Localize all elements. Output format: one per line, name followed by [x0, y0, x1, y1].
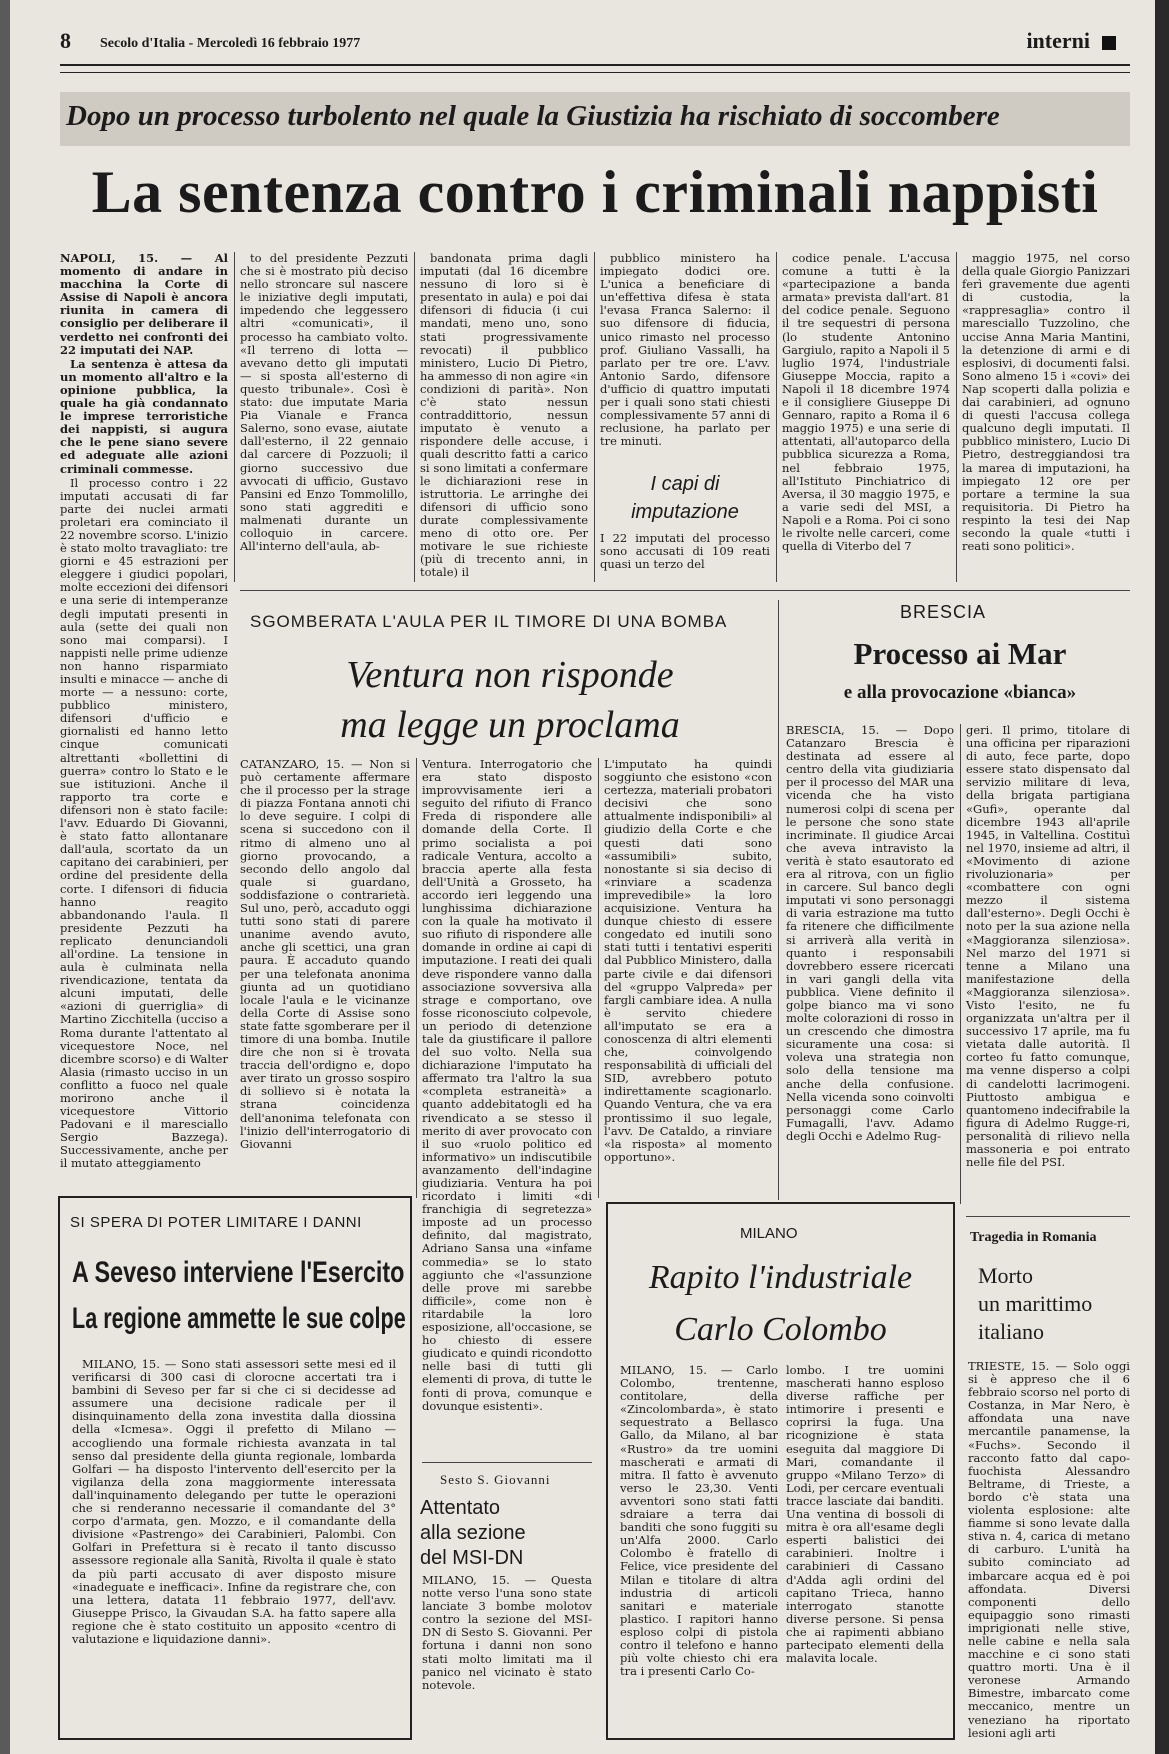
- main-col-1-text: Il processo contro i 22 imputati accusati di far parte dei nuclei armati proletari era cominciato il 22 novembre scorso. L'inizio è stato molto travagliato: tre giorni e 45 estrazioni per eleggere i giudici popolari, molte eccezioni dei difensori e una serie di intemperanze degli imputati presenti in aula (sette dei quali non sono mai comparsi). I nappisti nelle prime udienze non hanno risparmiato insulti e minacce — anche di morte — a nessuno: corte, pubblico ministero, difensori d'ufficio e giornalisti ed hanno letto cinque comunicati altrettanti «bollettini di guerra» contro lo Stato e le sue istituzioni. Anche il rapporto tra corte e difensori non è stato facile: l'avv. Eduardo Di Giovanni, è stato fatto allontanare dall'aula, scortato da un capitano dei carabinieri, per ordine del presidente della corte. I difensori di fiducia hanno reagito abbandonando l'aula. Il presidente Pezzuti ha replicato denunciandoli all'ordine. La tensione in aula è culminata nella rivendicazione, tentata da alcuni imputati, delle «azioni di guerriglia» di Martino Zicchitella (ucciso a Roma durante l'attentato al vicequestore Noce, nel dicembre scorso) e di Walter Alasia (rimasto ucciso in un conflitto a fuoco nel quale morirono anche il vicequestore Vittorio Padovani e il maresciallo Sergio Bazzega). Successivamente, anche per il mutato atteggiamento: [60, 475, 228, 1171]
- romania-title-line-2: un marittimo: [978, 1291, 1093, 1316]
- main-col-4: [600, 252, 770, 452]
- col-divider: [594, 252, 595, 582]
- colombo-col-2-text: lombo. I tre uomini mascherati hanno esploso diverse raffiche per intimorire i presenti e coprirsi la fuga. Una ricognizione è stata eseguita dal maggiore Di Mari, comandante il gruppo «Milano Terzo» di Lodi, per cercare eventuali tracce lasciate dai banditi. Una ventina di bossoli di mitra è ora all'esame degli esperti balistici dei carabinieri. Inoltre i carabinieri di Cassano d'Adda agli ordini del capitano Trieca, hanno interrogato stanotte diverse persone. Si pensa che ai rapimenti abbiano partecipato elementi della malavita locale.: [786, 1363, 944, 1666]
- seveso-body-text: MILANO, 15. — Sono stati assessori sette mesi ed il verificarsi di 300 casi di clorocne accertati tra i bambini di Seveso per far si che ci si decidesse ad assumere una decisione radicale per il disinquinamento della zona investita dalla diossina della «Icmesa». Oggi il prefetto di Milano — accogliendo una formale richiesta avanzata in tal senso dal presidente della giunta regionale, lombarda Golfari — ha disposto l'intervento dell'esercito per la vigilanza della zona maggiormente interessata dall'inquinamento delegando per tutte le operazioni che si renderanno necessarie il comandante del 3° corpo d'armata, gen. Mozzo, e il comandante della divisione «Pastrengo» dei Carabinieri, Palombi. Con Golfari in Prefettura si è recato il tanto discusso assessore regionale alla Sanità, Rivolta il quale è stato da più parti accusato di aver disposto misure «inadeguate e inefficaci». Infine da registrare che, con una lettera, datata 11 febbraio 1977, dell'avv. Giuseppe Prisco, la Givaudan S.A. ha fatto sapere alla regione che è stato costituito un apposito «centro di valutazione e liquidazione danni».: [72, 1357, 396, 1646]
- ventura-col-3: [604, 758, 772, 1208]
- colombo-kicker: MILANO: [740, 1225, 798, 1242]
- section-square-icon: [1102, 36, 1116, 50]
- romania-title-line-1: Morto: [978, 1263, 1033, 1288]
- col-divider: [776, 252, 777, 582]
- brescia-col-1: [786, 724, 954, 1204]
- main-col-2: [240, 252, 408, 572]
- col-divider: [414, 252, 415, 582]
- colombo-title: [608, 1252, 953, 1356]
- colombo-col-2: [786, 1364, 944, 1728]
- colombo-title-line-1: Rapito l'industriale: [648, 1259, 913, 1296]
- main-col-3-text: bandonata prima dagli imputati (dal 16 dicembre nessuno di loro si è presentato in aula) e poi dai difensori di fiducia (i cui mandati, meno uno, sono stati progressivamente revocati) il pubblico ministero, Lucio Di Pietro, ha ammesso di non agire «in condizioni di parità». Non c'è stato nessun contraddittorio, nessun imputato è venuto a rispondere delle accuse, i quali descritto fatti a carico si sono limitati a confermare le dichiarazioni rese in istruttoria. Le arringhe dei difensori di ufficio sono durate complessivamente meno di otto ore. Per motivare le sue richieste (più di trecento anni, in totale) il: [420, 251, 588, 580]
- romania-title-line-3: italiano: [978, 1319, 1044, 1344]
- main-col-6: [962, 252, 1130, 572]
- main-col-5-text: codice penale. L'accusa comune a tutti è la «partecipazione a banda armata» prevista dall'art. 81 del codice penale. Seguono il tre sequestri di persona (lo studente Antonino Gargiulo, rapito a Napoli il 5 luglio 1974, l'industriale Giuseppe Moccia, rapito a Napoli il 18 dicembre 1974 e il consigliere Giuseppe Di Gennaro, rapito a Roma il 6 maggio 1975) e una serie di attentati, all'autoparco della pubblica sicurezza a Roma, nel febbraio 1975, all'Istituto Pinchiatrico di Aversa, il 30 maggio 1975, e a varie sedi del MSI, a Napoli e a Roma. Poi ci sono le rivolte nelle carceri, come quella di Viterbo del 7: [782, 251, 950, 554]
- section-label: interni: [1026, 28, 1090, 53]
- brescia-subtitle: e alla provocazione «bianca»: [843, 682, 1077, 703]
- colombo-col-1: [620, 1364, 778, 1728]
- main-kicker: Dopo un processo turbolento nel quale la Giustizia ha rischiato di soccombere: [66, 100, 1000, 132]
- sesto-title-line-3: del MSI-DN: [420, 1547, 524, 1569]
- section-separator: [240, 590, 1130, 591]
- page-right-edge: [1155, 0, 1169, 1754]
- sesto-body-text: MILANO, 15. — Questa notte verso l'una sono state lanciate 3 bombe molotov contro la sezione del MSI-DN di Sesto S. Giovanni. Per fortuna i danni non sono stati molto limitati ma il panico nel vicinato è stato notevole.: [422, 1573, 592, 1692]
- sesto-kicker: Sesto S. Giovanni: [440, 1472, 551, 1487]
- section-separator: [966, 1216, 1130, 1217]
- seveso-kicker: SI SPERA DI POTER LIMITARE I DANNI: [70, 1214, 362, 1231]
- main-col-5: [782, 252, 950, 572]
- col-divider: [778, 600, 779, 1200]
- sesto-title-line-1: Attentato: [420, 1497, 501, 1519]
- brescia-col-2: [966, 724, 1130, 1204]
- page-number: 8: [60, 28, 71, 53]
- page-left-edge: [0, 0, 10, 1754]
- brescia-kicker: BRESCIA: [900, 602, 987, 622]
- col-divider: [956, 252, 957, 582]
- main-headline: La sentenza contro i criminali nappisti: [91, 159, 1099, 225]
- ventura-col-1-text: CATANZARO, 15. — Non si può certamente affermare che il processo per la strage di piazza Fontana annoti chi lo deve seguire. I colpi di scena si succedono con il ritmo di almeno uno al giorno provocando, a secondo dello angolo dal quale si guardano, soddisfazione o contrarietà. Sul uno, però, accaduto oggi tutti sono stati di parere unanime avendo avuto, anche gli scettici, una gran paura. È accaduto quando per una telefonata anonima giunta ad un quotidiano locale l'aula e le vicinanze della Corte di Assise sono state fatte sgomberare per il timore di una bomba. Inutile dire che non si è trovata traccia dell'ordigno e, dopo aver tirato un grosso sospiro di sollievo si è notata la strana coincidenza dell'anonima telefonata con l'inizio dell'interrogatorio di Giovanni: [240, 757, 410, 1151]
- sesto-body: [422, 1574, 592, 1734]
- brescia-col-2-text: geri. Il primo, titolare di una officina per riparazioni di auto, fece parte, dopo essere stato dispensato dal servizio militare di leva, della brigata partigiana «Gufi», operante dal dicembre 1943 all'aprile 1945, in Valtellina. Costituì nel 1970, insieme ad altri, il «Movimento di azione rivoluzionaria» per «combattere con ogni mezzo il sistema dall'esterno». Degli Occhi è noto per la sua azione nella «Maggioranza silenziosa». Nel marzo del 1971 si tenne a Milano una manifestazione della «Maggioranza silenziosa». Visto l'esito, ne fu organizzata un'altra per il successivo 17 aprile, ma fu vietata dalle autorità. Il corteo fu fatto comunque, ma venne disperso a colpi di candelotti lacrimogeni. Piuttosto ambigua e quantomeno indecifrabile la figura di Adelmo Rugge-ri, personalità di rilievo nella massoneria e poi entrato nelle file del PSI.: [966, 723, 1130, 1170]
- romania-kicker: Tragedia in Romania: [970, 1230, 1097, 1245]
- sesto-title: [420, 1496, 590, 1571]
- masthead: [60, 28, 1130, 64]
- brescia-col-1-text: BRESCIA, 15. — Dopo Catanzaro Brescia è destinata ad essere al centro della vita giudiziaria per il processo del MAR una vicenda che ha visto numerosi colpi di scena per le persone che sono state incriminate. Il giudice Arcai che aveva intravisto la verità è stato esautorato ed era al ritrova, con un figlio in carcere. Sul banco degli imputati vi sono personaggi di varia estrazione ma tutto fa ritenere che difficilmente si arriverà alla verità in quanto i responsabili dovrebbero essere ricercati in vari gangli della vita pubblica. Viene definito il golpe bianco ma vi sono molte colorazioni di rosso in un crescendo che dimostra sicuramente una cosa: si voleva una strategia non solo della tensione ma anche della confusione. Nella vicenda sono coinvolti personaggi come Carlo Fumagalli, l'avv. Adamo degli Occhi e Adelmo Rug-: [786, 723, 954, 1143]
- main-col-3: [420, 251, 588, 580]
- paper-date: Secolo d'Italia - Mercoledì 16 febbraio 1977: [100, 36, 361, 51]
- main-col-4b-text: I 22 imputati del processo sono accusati di 109 reati quasi un terzo del: [600, 531, 770, 572]
- ventura-col-1: [240, 758, 410, 1188]
- main-col-2-text: to del presidente Pezzuti che si è mostrato più deciso nello stroncare sul nascere le iniziative degli imputati, impedendo che leggessero altri «comunicati», il processo ha cambiato volto. «Il terreno di lotta — avevano detto gli imputati — si sposta all'esterno di questo tribunale». Così è stato: due imputate Maria Pia Vianale e Franca Salerno, sono evase, aiutate dall'esterno, il 22 gennaio dal carcere di Pozzuoli; il giorno successivo due avvocati di ufficio, Gustavo Pansini ed Enzo Tommolillo, sono stati aggrediti e malmenati durante un colloquio in carcere. All'interno dell'aula, ab-: [240, 251, 408, 554]
- ventura-col-3-text: L'imputato ha quindi soggiunto che esistono «con certezza, materiali probatori decisivi che sono attualmente indisponibili» al giudizio della Corte e che questi dati sono «assumibili» subito, nonostante si sia deciso di «rinviare a scadenza imprevedibile» la loro acquisizione. Ventura ha dunque chiesto di essere congedato ed inutili sono stati tutti i tentativi esperiti dal Pubblico Ministero, dalla parte civile e dai difensori del «gruppo Valpreda» per fargli cambiare idea. A nulla è servito chiedere all'imputato se era a conoscenza di altri elementi che, coinvolgendo responsabilità di ufficiali del SID, avrebbero potuto indirettamente scagionarlo. Quando Ventura, che va era prontissimo il suo legale, l'avv. De Cataldo, a rinviare «la risposta» al momento opportuno».: [604, 757, 772, 1164]
- ventura-title-line-1: Ventura non risponde: [346, 654, 674, 696]
- brescia-title: Processo ai Mar: [853, 636, 1067, 671]
- main-col-4-text: pubblico ministero ha impiegato dodici ore. L'unica a beneficiare di un'effettiva difesa è stata l'evasa Franca Salerno: il suo difensore di fiducia, unico rimasto nel processo prof. Giuliano Vassalli, ha parlato per tre ore. L'avv. Antonio Sardo, difensore d'ufficio di quattro imputati per i quali sono stati chiesti complessivamente 57 anni di reclusione, ha parlato per tre minuti.: [600, 251, 770, 449]
- seveso-title-line-1: A Seveso interviene l'Esercito: [72, 1256, 405, 1289]
- romania-body-text: TRIESTE, 15. — Solo oggi si è appreso che il 6 febbraio scorso nel porto di Costanza, in Mar Nero, è affondata una nave mercantile panamense, la «Fuchs». Secondo il racconto fatto dal capo-fuochista Alessandro Beltrame, di Trieste, a bordo c'è stata una violenta esplosione: alte fiamme si sono levate dalla stiva n. 4, carica di metano di carburo. L'unità ha subito cominciato ad imbarcare acqua ed è poi affondata. Diversi componenti dello equipaggio sono rimasti imprigionati nelle stive, nelle cabine e nella sala macchine e ci sono stati quattro morti. Una è il veronese Armando Bimestre, imbarcato come meccanico, mentre un veneziano ha riportato lesioni agli arti: [968, 1359, 1130, 1740]
- main-lead-2: La sentenza è attesa da un momento all'altro e la opinione pubblica, la quale ha già condannato le imprese terroristiche dei nappisti, si augura che le pene siano severe ed adeguate alle azioni criminali commesse.: [60, 356, 228, 476]
- romania-title: [978, 1262, 1138, 1346]
- ventura-kicker: SGOMBERATA L'AULA PER IL TIMORE DI UNA BOMBA: [250, 612, 728, 631]
- main-col-6-text: maggio 1975, nel corso della quale Giorgio Panizzari ferì gravemente due agenti di custodia, la «rappresaglia» contro il maresciallo Tuzzolino, che uccise Anna Maria Mantini, la detenzione di armi e di esplosivi, di documenti falsi. Sono almeno 15 i «covi» dei Nap scoperti dalla polizia e dai carabinieri, ad ognuno di questi l'accusa collega qualcuno degli imputati. Il pubblico ministero, Lucio Di Pietro, destreggiandosi tra la marea di imputazioni, ha impiegato 12 ore per portare a termine la sua requisitoria. Di Pietro ha respinto la tesi dei Nap secondo la quale «tutti i reati sono politici».: [962, 251, 1131, 554]
- seveso-title-line-2: La regione ammette le sue colpe: [72, 1302, 406, 1335]
- colombo-col-1-text: MILANO, 15. — Carlo Colombo, trentenne, contitolare, della «Zincolombarda», è stato sequestrato a Bellasco Gallo, da Milano, al bar «Rustro» da tre uomini mascherati e armati di mitra. Il fatto è avvenuto verso le 23,30. Venti avventori sono stati fatti sdraiare a terra dai banditi che sono fuggiti su un'Alfa 2000. Carlo Colombo è fratello di Felice, vice presidente del Milan e titolare di altra industria di articoli sanitari e materiale plastico. I rapitori hanno esploso colpi di pistola contro il telefono e hanno più volte chiesto chi era tra i presenti Carlo Co-: [620, 1363, 778, 1679]
- romania-body: [968, 1359, 1130, 1740]
- ventura-title-line-2: ma legge un proclama: [340, 704, 680, 746]
- col-divider: [234, 252, 235, 582]
- masthead-rule-thin: [60, 72, 1130, 73]
- col-divider: [416, 758, 417, 1198]
- col-divider: [598, 758, 599, 1198]
- main-lead: NAPOLI, 15. — Al momento di andare in macchina la Corte di Assise di Napoli è ancora riunita in camera di consiglio per deliberare il verdetto nei confronti dei 22 imputati dei NAP.: [60, 251, 228, 357]
- col-divider: [960, 724, 961, 1204]
- capi-imputazione-title: I capi di imputazione: [631, 473, 739, 523]
- seveso-body: [72, 1358, 396, 1728]
- main-col-4b: [600, 532, 770, 574]
- ventura-title: [250, 650, 770, 750]
- ventura-col-2-text: Ventura. Interrogatorio che era stato disposto improvvisamente ieri a seguito del rifiuto di Franco Freda di rispondere alle domande della Corte. Il primo socialista a poi radicale Ventura, accolto a braccia aperte alla festa dell'Unità a Grosseto, ha accordo ieri leggendo una lunghissima dichiarazione con la quale ha motivato il suo rifiuto di rispondere alle domande in ordine ai capi di imputazione. I reati dei quali deve rispondere vanno dalla associazione sovversiva alla strage e comportano, ove fosse riconosciuto colpevole, un periodo di detenzione tale da giustificare il pallore del suo volto. Nella sua dichiarazione l'imputato ha affermato tra l'altro la sua «completa estraneità» a quanto addebitatogli ed ha rivendicato a se stesso il merito di aver provocato con il suo «ruolo politico ed informativo» un indiscutibile avanzamento dell'indagine giudiziaria. Ventura ha poi ricordato i limiti «di franchigia di segretezza» imposte ad un processo definito, dal magistrato, Adriano Sansa una «infame commedia» se lo stato aggiunto che «l'assunzione delle prove mi sarebbe difficile», come non è ritardabile la loro esposizione, all'occasione, se ho chiesto di essere giudicato e quindi ricondotto nelle basi di tutti gli elementi di prova, di tutte le fonti di prova, comunque e dovunque esistenti».: [422, 757, 592, 1413]
- sesto-title-line-2: alla sezione: [420, 1522, 526, 1544]
- masthead-rule: [60, 64, 1130, 66]
- colombo-title-line-2: Carlo Colombo: [674, 1311, 887, 1348]
- section-separator: [422, 1462, 592, 1463]
- ventura-col-2: [422, 758, 592, 1458]
